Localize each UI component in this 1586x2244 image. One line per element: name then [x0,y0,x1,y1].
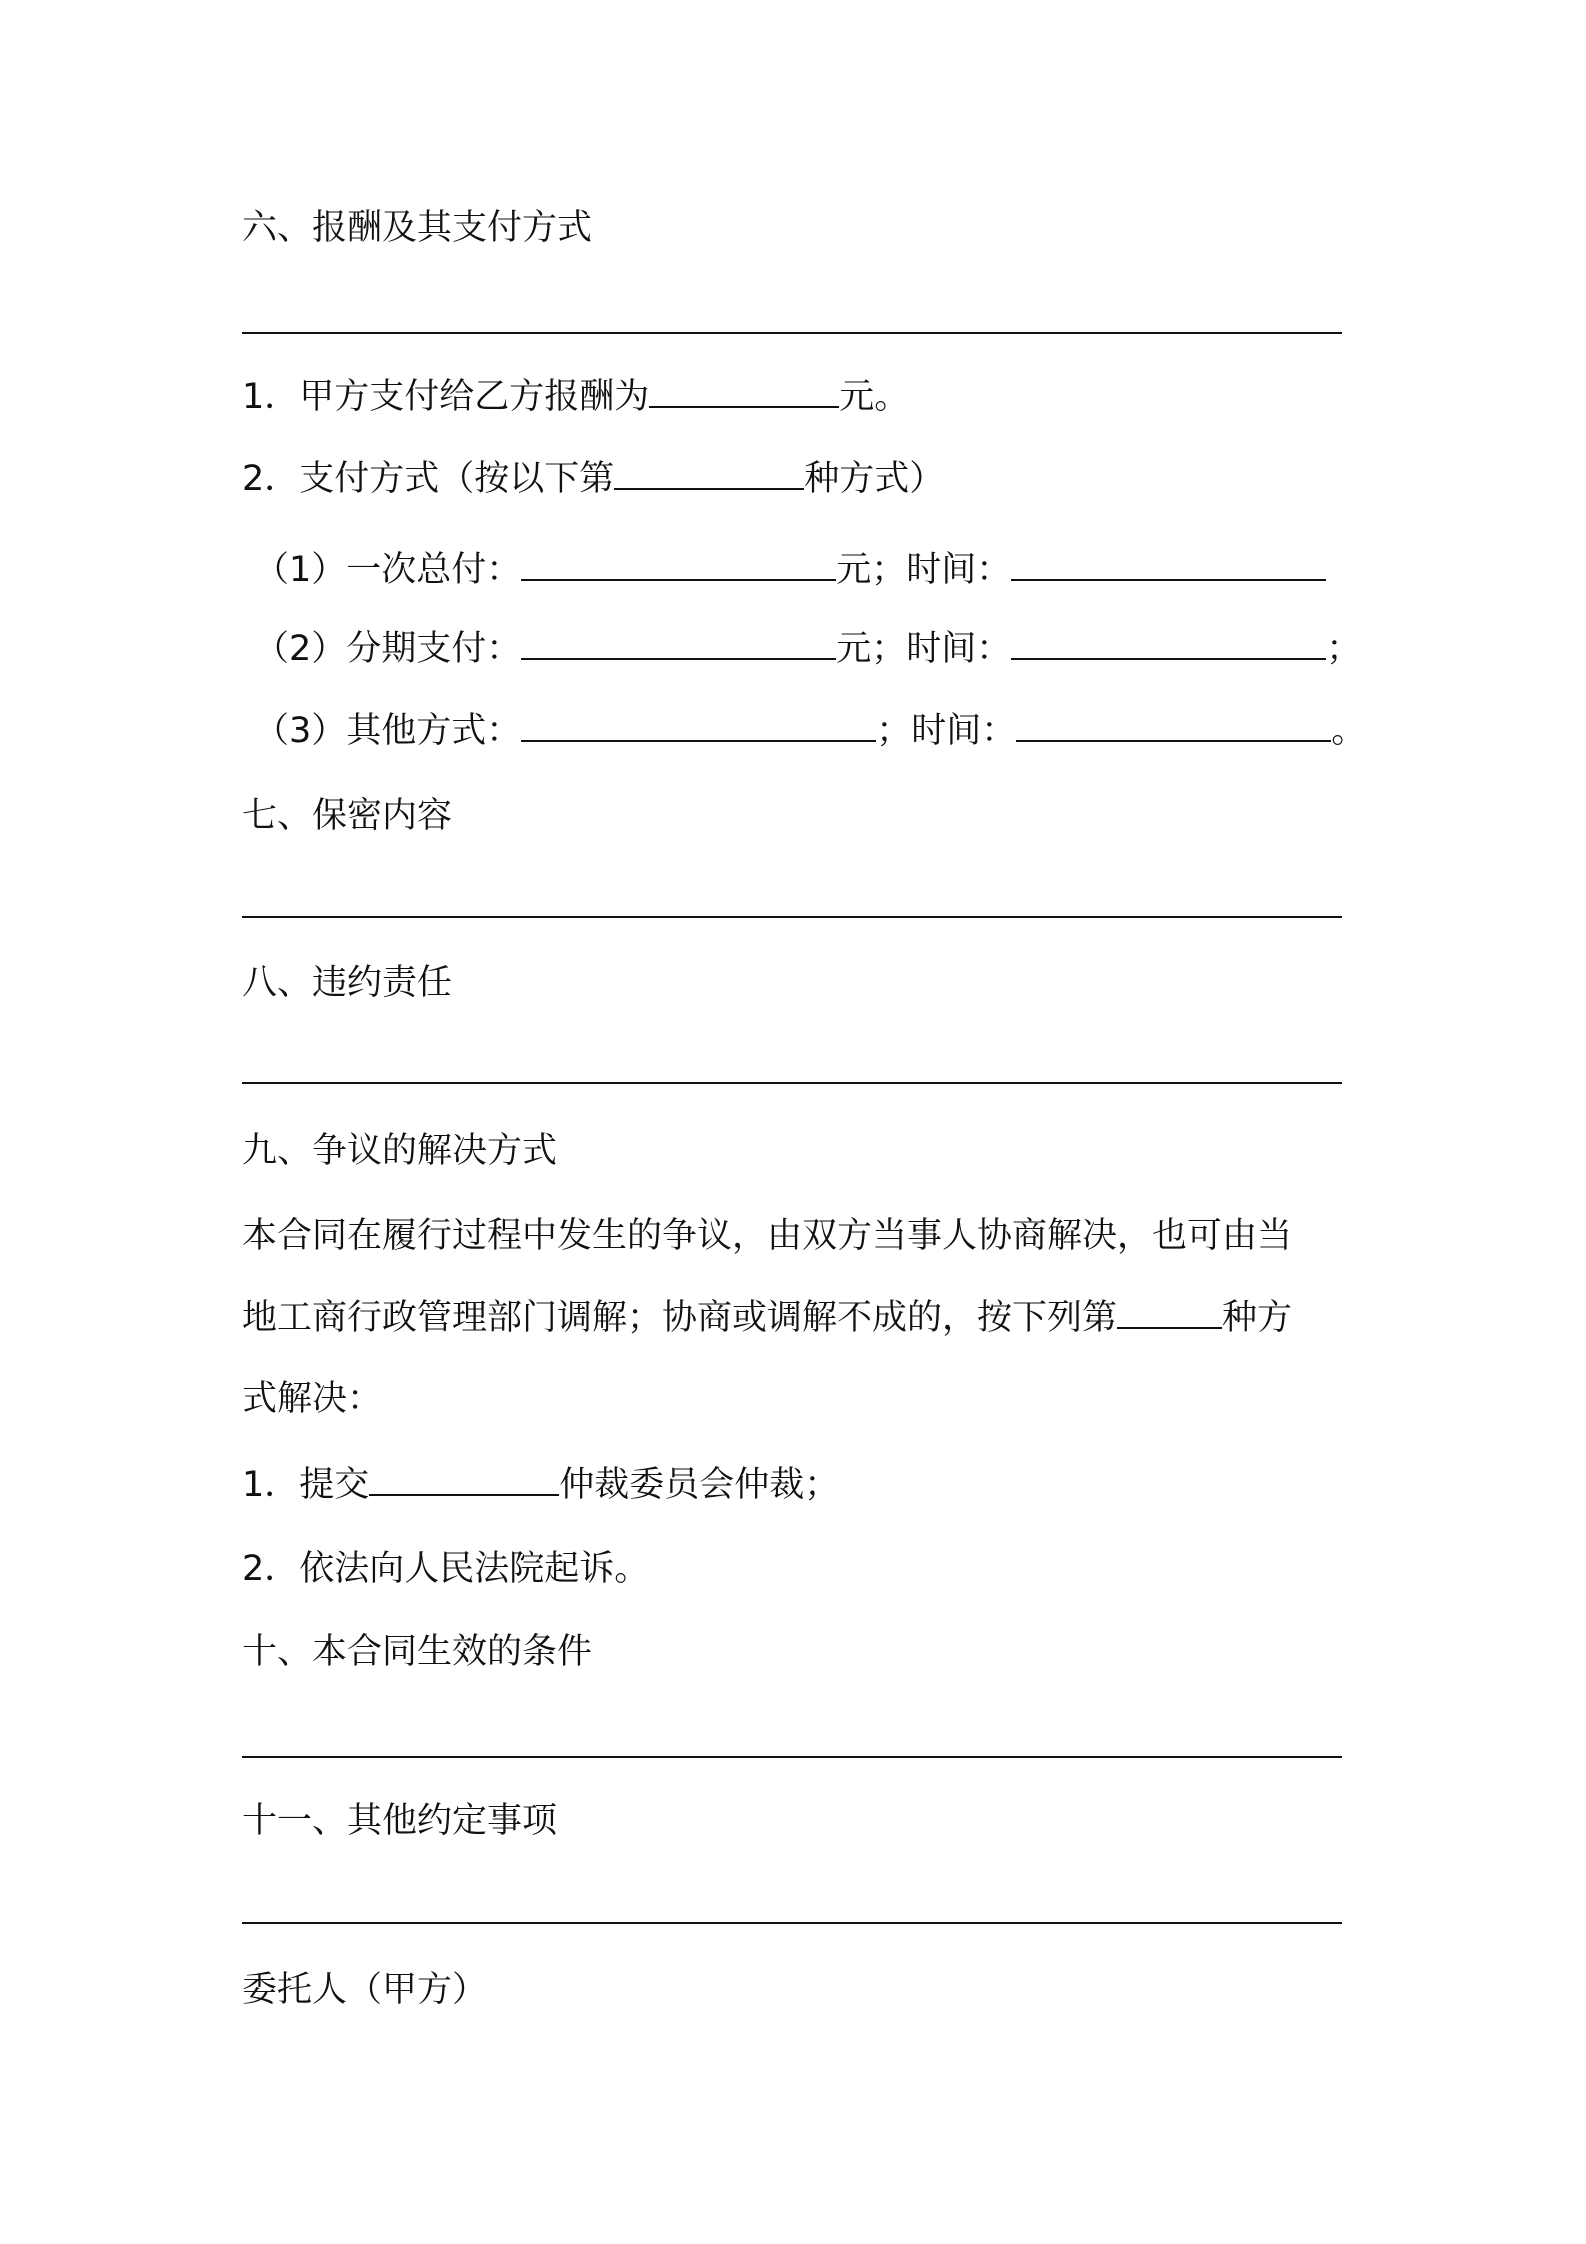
option-2-line [254,627,1361,671]
label-end: 种方式） [804,459,945,499]
text: 地工商行政管理部门调解；协商或调解不成的，按下列第 [242,1298,1118,1338]
time-blank[interactable] [1011,628,1326,660]
section-6-title: 六、报酬及其支付方式 [242,208,593,248]
section-7-title: 七、保密内容 [242,796,453,836]
payment-amount-line [242,375,909,419]
arbitration-blank[interactable] [369,1464,559,1496]
section-10-title: 十、本合同生效的条件 [242,1632,593,1672]
punct: 。 [1331,711,1367,751]
section-9-paragraph-2 [242,1296,1292,1340]
amount-blank[interactable] [521,549,836,581]
method-blank[interactable] [521,710,876,742]
label: （3）其他方式： [254,711,522,751]
label: （2）分期支付： [254,629,522,669]
punct: ； [1326,629,1362,669]
section-9-paragraph-3: 式解决： [242,1379,383,1419]
amount-blank[interactable] [649,376,839,408]
label: 1．甲方支付给乙方报酬为 [242,377,650,417]
text: 仲裁委员会仲裁； [559,1465,840,1505]
section-9-paragraph-1: 本合同在履行过程中发生的争议，由双方当事人协商解决，也可由当 [242,1216,1293,1256]
amount-blank[interactable] [521,628,836,660]
unit: ；时间： [876,711,1017,751]
text: 1．提交 [242,1465,370,1505]
payment-method-line [242,457,944,501]
client-label: 委托人（甲方） [242,1970,488,2010]
section-8-title: 八、违约责任 [242,963,453,1003]
time-blank[interactable] [1011,549,1326,581]
unit: 元；时间： [836,550,1012,590]
fill-line [242,916,1342,918]
section-11-title: 十一、其他约定事项 [242,1801,558,1841]
fill-line [242,1922,1342,1924]
method-blank[interactable] [614,458,804,490]
option-1-line [254,548,1326,592]
text: 种方 [1222,1298,1293,1338]
unit: 元。 [839,377,910,417]
fill-line [242,1756,1342,1758]
unit: 元；时间： [836,629,1012,669]
label: 2．支付方式（按以下第 [242,459,615,499]
arbitration-line [242,1463,839,1507]
fill-line [242,332,1342,334]
section-9-title: 九、争议的解决方式 [242,1131,558,1171]
label: （1）一次总付： [254,550,522,590]
lawsuit-line: 2．依法向人民法院起诉。 [242,1549,650,1589]
fill-line [242,1082,1342,1084]
time-blank[interactable] [1016,710,1331,742]
choice-blank[interactable] [1117,1297,1222,1329]
option-3-line [254,709,1366,753]
